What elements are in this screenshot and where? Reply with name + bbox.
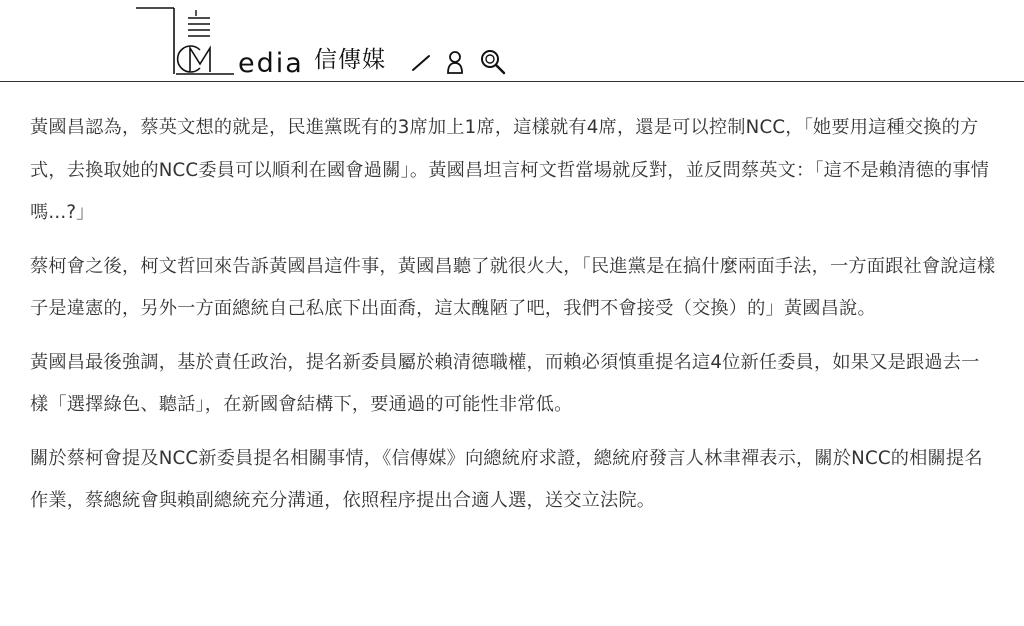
article-body — [30, 107, 996, 534]
logo-text: edia — [238, 48, 304, 79]
article-paragraph: 關於蔡柯會提及NCC新委員提名相關事情，《信傳媒》向總統府求證，總統府發言人林聿禪表示，關於NCC的相關提名作業，蔡總統會與賴副總統充分溝通，依照程序提出合適人選，送交立法院。 — [30, 447, 983, 511]
article-paragraph: 黃國昌最後強調，基於責任政治，提名新委員屬於賴清德職權，而賴必須慎重提名這4位新任委員，如果又是跟過去一樣「選擇綠色、聽話」，在新國會結構下，要通過的可能性非常低。 — [30, 351, 980, 415]
logo-mark — [134, 4, 244, 80]
brand-name[interactable]: 信傳媒 — [314, 47, 386, 73]
search-icon[interactable] — [478, 47, 508, 77]
header-divider — [0, 81, 1024, 82]
menu-icon[interactable] — [407, 47, 437, 77]
site-logo[interactable] — [134, 4, 304, 80]
article-paragraph: 蔡柯會之後，柯文哲回來告訴黃國昌這件事，黃國昌聽了就很火大，「民進黨是在搞什麼兩面手法，一方面跟社會說這樣子是違憲的，另外一方面總統自己私底下出面喬，這太醜陋了吧，我們不會接受（交換）的」黃國昌說。 — [30, 255, 996, 319]
article-paragraph: 黃國昌認為，蔡英文想的就是，民進黨既有的3席加上1席，這樣就有4席，還是可以控制NCC，「她要用這種交換的方式，去換取她的NCC委員可以順利在國會過關」。黃國昌坦言柯文哲當場就反對，並反問蔡英文：「這不是賴清德的事情嗎...?」 — [30, 117, 990, 223]
site-header — [0, 0, 1024, 82]
user-icon[interactable] — [441, 47, 471, 77]
